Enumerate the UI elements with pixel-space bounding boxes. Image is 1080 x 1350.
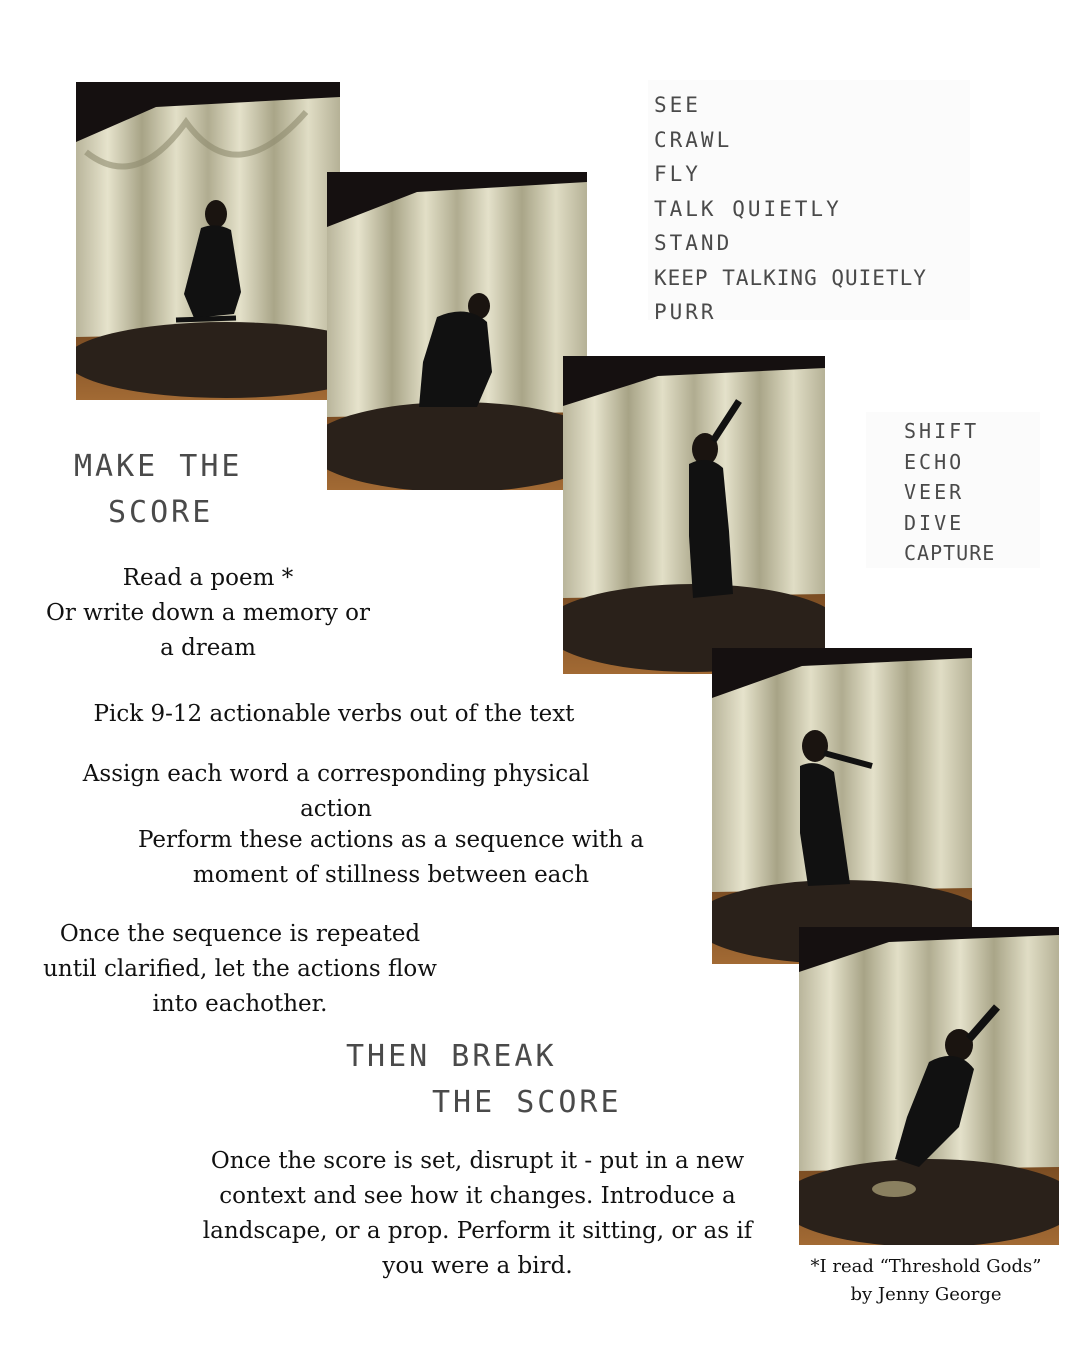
break-heading-line-2: THE SCORE: [432, 1085, 622, 1120]
make-the-score-heading: [74, 444, 243, 536]
verb-list-1: [654, 88, 927, 330]
step-perform-sequence: Perform these actions as a sequence with a moment of stillness between each: [137, 827, 645, 888]
verb-purr: PURR: [654, 300, 717, 324]
performance-photo-5: [799, 927, 1059, 1245]
step-pick-verbs: Pick 9-12 actionable verbs out of the text: [93, 701, 575, 727]
verb-crawl: CRAWL: [654, 127, 733, 152]
break-description: Once the score is set, disrupt it - put in a new context and see how it changes. Introduce a landscape, or a prop. Perform it sitting, or as if you were a bird.: [202, 1148, 753, 1279]
verb-keep-talking-quietly: KEEP TALKING QUIETLY: [654, 265, 927, 290]
verb-capture: CAPTURE: [904, 541, 996, 565]
verb-veer: VEER: [904, 480, 965, 504]
verb-dive: DIVE: [904, 510, 965, 535]
footnote: *I read “Threshold Gods” by Jenny George: [810, 1256, 1042, 1305]
performance-photo-1: [76, 82, 340, 400]
verb-list-card-2: [866, 412, 1040, 568]
verb-fly: FLY: [654, 162, 701, 186]
verb-see: SEE: [654, 93, 701, 117]
make-heading-line-1: MAKE THE: [74, 449, 243, 484]
verb-talk-quietly: TALK QUIETLY: [654, 196, 842, 221]
verb-list-2: [904, 416, 995, 569]
break-heading-line-1: THEN BREAK: [346, 1039, 557, 1074]
performance-photo-3: [563, 356, 825, 674]
verb-echo: ECHO: [904, 449, 965, 474]
performance-photo-2: [327, 172, 587, 490]
step-write-memory: Or write down a memory or a dream: [46, 600, 370, 661]
step-flow: Once the sequence is repeated until clarified, let the actions flow into eachother.: [43, 921, 437, 1017]
verb-shift: SHIFT: [904, 419, 980, 443]
verb-stand: STAND: [654, 231, 733, 255]
verb-list-card-1: [648, 80, 970, 324]
make-heading-line-2: SCORE: [108, 495, 214, 530]
step-assign-action: Assign each word a corresponding physical action: [82, 761, 590, 822]
step-read-poem: Read a poem *: [122, 565, 294, 591]
then-break-the-score-heading: [346, 1034, 622, 1126]
performance-photo-4: [712, 648, 972, 964]
